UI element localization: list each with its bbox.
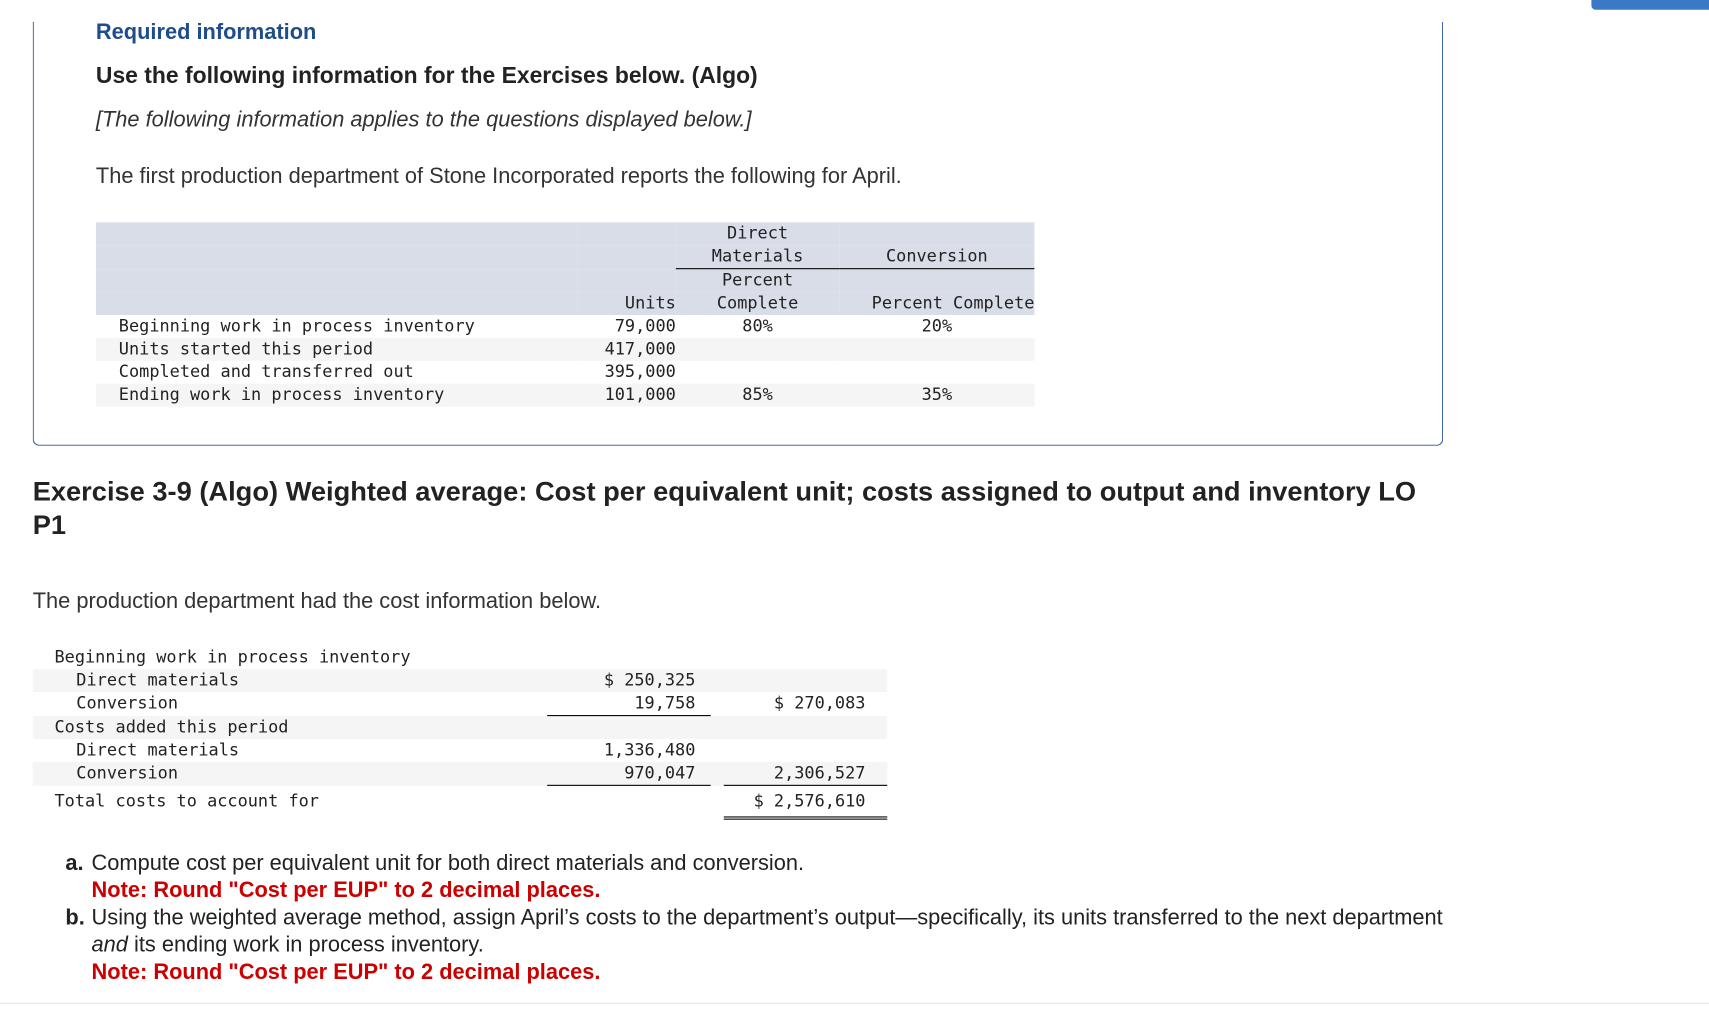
- table-row: Conversion 19,758 $ 270,083: [33, 692, 888, 715]
- header-dm-complete: Complete: [676, 292, 840, 315]
- table-row: Beginning work in process inventory 79,000 80% 20%: [118, 316, 953, 336]
- required-info-heading: Required information: [95, 20, 317, 45]
- question-b-label: b.: [65, 905, 85, 930]
- table-row: Direct materials $ 250,325: [33, 669, 888, 692]
- table-row: Total costs to account for $ 2,576,610: [33, 785, 888, 818]
- units-table: [96, 222, 1034, 406]
- header-dm-top: Direct: [676, 222, 840, 245]
- table-row: Conversion 970,047 2,306,527: [33, 762, 888, 785]
- table-row: Beginning work in process inventory: [54, 647, 411, 668]
- header-dm-percent: Percent: [676, 269, 840, 292]
- questions: [65, 850, 1460, 986]
- header-units: Units: [578, 292, 676, 315]
- question-a-text: Compute cost per equivalent unit for both direct materials and conversion.: [91, 851, 805, 876]
- question-b-and: and: [91, 933, 128, 958]
- table-row: Completed and transferred out 395,000: [118, 361, 676, 382]
- info-title: Use the following information for the Exercises below. (Algo): [95, 63, 758, 89]
- info-applies: [The following information applies to the questions displayed below.]: [95, 107, 752, 132]
- header-dm-materials: Materials: [676, 245, 840, 268]
- cost-table: [33, 646, 888, 819]
- question-b-text-end: its ending work in process inventory.: [127, 933, 484, 958]
- table-row: Ending work in process inventory 101,000 85% 35%: [96, 384, 1034, 407]
- header-conversion: Conversion: [839, 245, 1034, 268]
- question-a-label: a.: [65, 851, 84, 876]
- table-row: Units started this period 417,000: [96, 338, 1034, 361]
- question-a-note: Note: Round "Cost per EUP" to 2 decimal places.: [91, 878, 601, 903]
- question-b-text: Using the weighted average method, assign April’s costs to the department’s output—specifically, its units transferred to the next department: [91, 905, 1443, 930]
- table-row: Direct materials 1,336,480: [76, 740, 696, 760]
- exercise-title: Exercise 3-9 (Algo) Weighted average: Cost per equivalent unit; costs assigned to output and inventory LO P1: [32, 476, 1417, 541]
- table-row: Costs added this period: [33, 716, 888, 739]
- info-intro: The first production department of Stone Incorporated reports the following for April.: [95, 164, 902, 189]
- header-conv-percent: Percent Complete: [839, 292, 1034, 315]
- question-b-note: Note: Round "Cost per EUP" to 2 decimal places.: [91, 960, 601, 985]
- exercise-intro: The production department had the cost information below.: [32, 589, 602, 614]
- top-right-button[interactable]: [1591, 0, 1709, 10]
- divider: [0, 1003, 1709, 1004]
